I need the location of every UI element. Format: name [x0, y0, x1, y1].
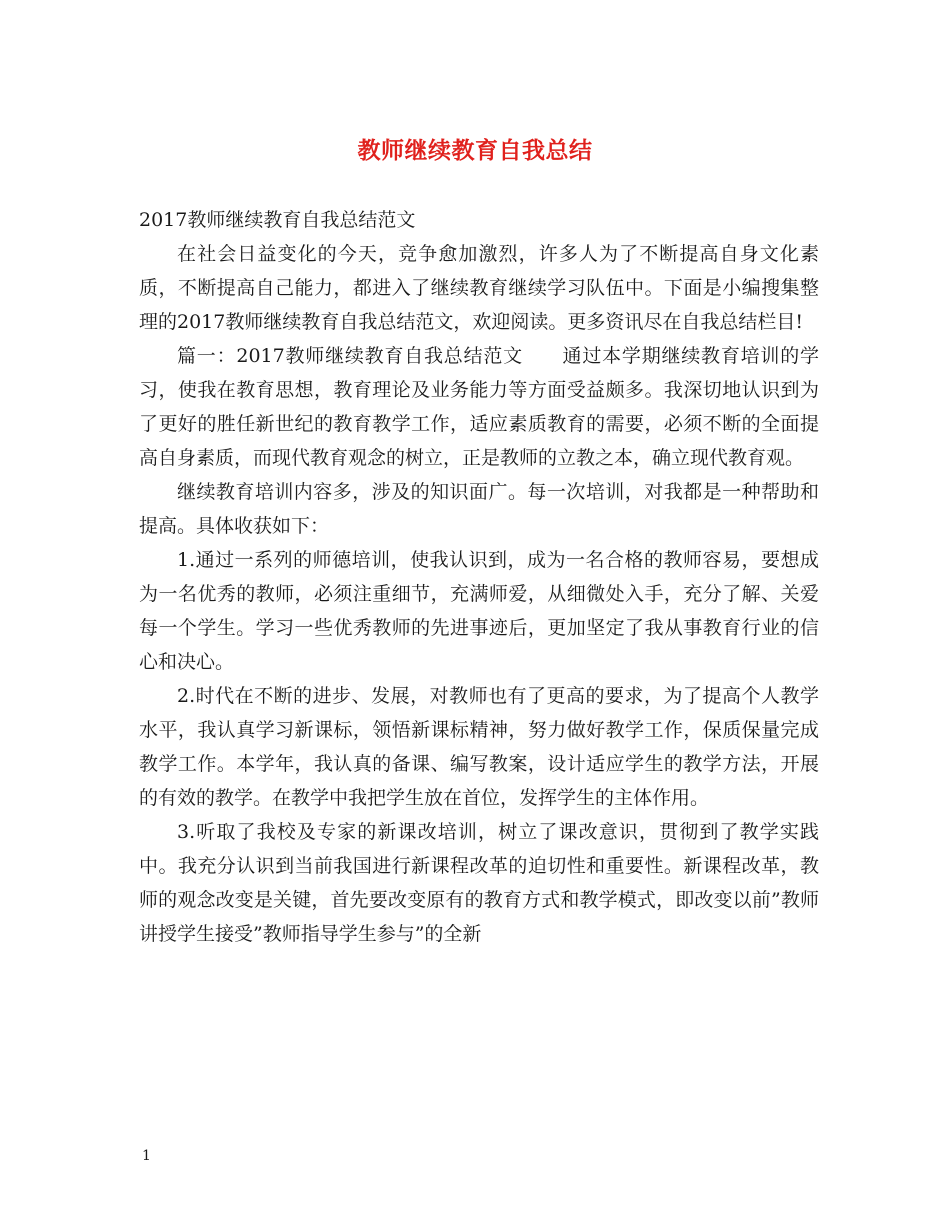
paragraph-point-2: 2.时代在不断的进步、发展，对教师也有了更高的要求，为了提高个人教学水平，我认真学习新课标，领悟新课标精神，努力做好教学工作，保质保量完成教学工作。本学年，我认真的备课、编写教案，设计适应学生的教学方法，开展的有效的教学。在教学中我把学生放在首位，发挥学生的主体作用。	[139, 685, 819, 809]
paragraph-intro: 在社会日益变化的今天，竞争愈加激烈，许多人为了不断提高自身文化素质，不断提高自己能力，都进入了继续教育继续学习队伍中。下面是小编搜集整理的2017教师继续教育自我总结范文，欢迎阅读。更多资讯尽在自我总结栏目!	[139, 243, 819, 333]
paragraph-point-1: 1.通过一系列的师德培训，使我认识到，成为一名合格的教师容易，要想成为一名优秀的教师，必须注重细节，充满师爱，从细微处入手，充分了解、关爱每一个学生。学习一些优秀教师的先进事迹后，更加坚定了我从事教育行业的信心和决心。	[139, 549, 819, 673]
document-body	[139, 203, 819, 951]
page-number: 1	[142, 1148, 151, 1164]
paragraph-part-one: 篇一：2017教师继续教育自我总结范文 通过本学期继续教育培训的学习，使我在教育思想，教育理论及业务能力等方面受益颇多。我深切地认识到为了更好的胜任新世纪的教育教学工作，适应素质教育的需要，必须不断的全面提高自身素质，而现代教育观念的树立，正是教师的立教之本，确立现代教育观。	[139, 345, 819, 469]
subtitle: 2017教师继续教育自我总结范文	[139, 209, 416, 231]
paragraph-point-3: 3.听取了我校及专家的新课改培训，树立了课改意识，贯彻到了教学实践中。我充分认识到当前我国进行新课程改革的迫切性和重要性。新课程改革，教师的观念改变是关键，首先要改变原有的教育方式和教学模式，即改变以前”教师讲授学生接受”教师指导学生参与”的全新	[139, 821, 819, 945]
paragraph-training-content: 继续教育培训内容多，涉及的知识面广。每一次培训，对我都是一种帮助和提高。具体收获如下：	[139, 481, 819, 537]
document-title: 教师继续教育自我总结	[357, 138, 593, 164]
